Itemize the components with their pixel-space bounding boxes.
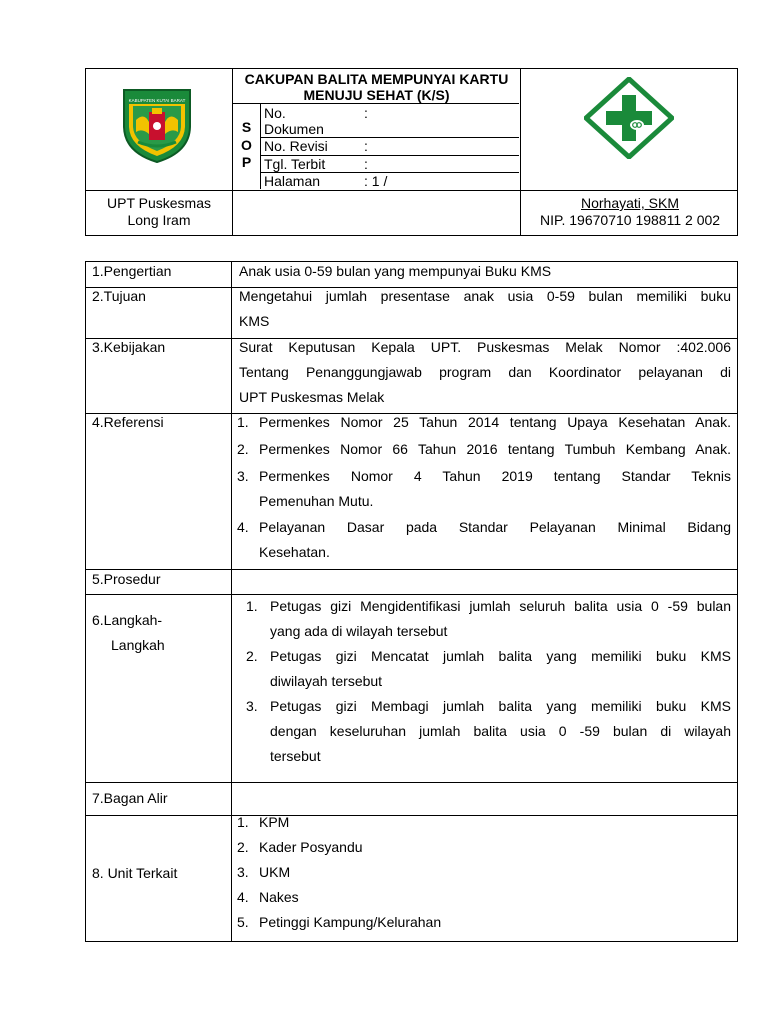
meta-colon: : 1 / — [364, 173, 388, 189]
list-item — [237, 810, 731, 835]
list-number: 5. — [237, 914, 249, 930]
text-line: Petugas gizi Mencatat jumlah balita yang memiliki buku KMS — [270, 648, 731, 664]
label-line: 6.Langkah- — [92, 612, 163, 628]
text-line: Kesehatan. — [259, 544, 330, 560]
list-item — [237, 464, 731, 514]
list-number: 2. — [237, 441, 249, 457]
text-line: Pelayanan Dasar pada Standar Pelayanan Minimal Bidang — [259, 519, 731, 535]
list-item — [237, 835, 731, 860]
meta-label: Halaman — [264, 173, 321, 189]
org-line: UPT Puskesmas — [107, 195, 211, 211]
sop-header-table — [85, 68, 738, 236]
row-label-pengertian: 1.Pengertian — [92, 263, 172, 279]
label-line: Langkah — [111, 637, 165, 653]
tujuan-text — [239, 284, 731, 334]
list-item — [237, 860, 731, 885]
text-line: Surat Keputusan Kepala UPT. Puskesmas Melak Nomor :402.006 — [239, 339, 731, 355]
list-item — [237, 410, 731, 435]
list-item — [237, 437, 731, 462]
sop-letter: P — [241, 154, 252, 170]
row-label-referensi: 4.Referensi — [92, 414, 164, 430]
text-line: Mengetahui jumlah presentase anak usia 0-59 bulan memiliki buku — [239, 288, 731, 304]
row-label-kebijakan: 3.Kebijakan — [92, 339, 166, 355]
meta-label: No. Revisi — [264, 138, 328, 154]
text-line: tersebut — [270, 748, 321, 764]
svg-text:KABUPATEN KUTAI BARAT: KABUPATEN KUTAI BARAT — [128, 98, 186, 103]
list-number: 1. — [246, 598, 258, 614]
pengertian-text: Anak usia 0-59 bulan yang mempunyai Buku KMS — [239, 263, 552, 279]
text-line: Permenkes Nomor 25 Tahun 2014 tentang Upaya Kesehatan Anak. — [259, 414, 731, 430]
organization-name — [100, 195, 218, 229]
meta-label: Tgl. Terbit — [264, 156, 326, 172]
list-text: Kader Posyandu — [259, 839, 363, 855]
text-line: KMS — [239, 313, 270, 329]
list-item — [246, 644, 731, 694]
signer-name: Norhayati, SKM — [580, 195, 680, 211]
list-number: 3. — [237, 468, 249, 484]
list-item — [246, 594, 731, 644]
list-number: 3. — [246, 698, 258, 714]
list-text: Petinggi Kampung/Kelurahan — [259, 914, 442, 930]
kebijakan-text — [239, 335, 731, 410]
unit-terkait-list — [237, 810, 731, 935]
row-label-bagan-alir: 7.Bagan Alir — [92, 790, 168, 806]
row-label-tujuan: 2.Tujuan — [92, 288, 146, 304]
list-text: Nakes — [259, 889, 299, 905]
text-line: yang ada di wilayah tersebut — [270, 623, 448, 639]
list-text: UKM — [259, 864, 291, 880]
meta-colon: : — [364, 138, 368, 154]
text-line: Permenkes Nomor 4 Tahun 2019 tentang Standar Teknis — [259, 468, 731, 484]
text-line: Tentang Penanggungjawab program dan Koordinator pelayanan di — [239, 364, 731, 380]
table-divider — [86, 569, 737, 570]
text-line: UPT Puskesmas Melak — [239, 389, 385, 405]
list-item — [246, 694, 731, 769]
table-divider — [86, 782, 737, 783]
text-line: Permenkes Nomor 66 Tahun 2016 tentang Tumbuh Kembang Anak. — [259, 441, 731, 457]
kemenkes-logo — [584, 77, 674, 159]
list-item — [237, 910, 731, 935]
sop-label — [233, 103, 260, 189]
meta-colon: : — [364, 156, 368, 172]
list-number: 1. — [237, 414, 249, 430]
document-title: CAKUPAN BALITA MEMPUNYAI KARTU MENUJU SEHAT (K/S) — [244, 71, 509, 103]
list-number: 3. — [237, 864, 249, 880]
text-line: dengan keseluruhan jumlah balita usia 0 -59 bulan di wilayah — [270, 723, 731, 739]
text-line: Petugas gizi Membagi jumlah balita yang memiliki buku KMS — [270, 698, 731, 714]
sop-content-table — [85, 261, 738, 942]
row-label-langkah — [92, 608, 165, 658]
list-number: 2. — [246, 648, 258, 664]
row-label-unit-terkait: 8. Unit Terkait — [92, 865, 178, 881]
kutai-barat-logo — [116, 82, 198, 164]
meta-colon: : — [364, 105, 368, 121]
header-divider — [86, 190, 737, 191]
list-item — [237, 885, 731, 910]
text-line: diwilayah tersebut — [270, 673, 383, 689]
langkah-list — [246, 594, 731, 769]
header-divider — [520, 69, 521, 235]
referensi-list — [237, 410, 731, 565]
table-divider — [231, 262, 232, 941]
sop-letter: S — [241, 119, 252, 135]
list-number: 4. — [237, 519, 249, 535]
meta-label: No. — [264, 105, 286, 121]
sop-letter: O — [241, 137, 252, 153]
list-text: KPM — [259, 814, 290, 830]
signer-block — [522, 195, 738, 229]
row-label-prosedur: 5.Prosedur — [92, 571, 161, 587]
signer-nip: NIP. 19670710 198811 2 002 — [539, 212, 721, 228]
text-line: Petugas gizi Mengidentifikasi jumlah seluruh balita usia 0 -59 bulan — [270, 598, 731, 614]
meta-label: Dokumen — [264, 121, 324, 137]
header-divider — [232, 103, 519, 104]
header-divider — [260, 103, 261, 189]
list-number: 4. — [237, 889, 249, 905]
list-item — [237, 515, 731, 565]
text-line: Pemenuhan Mutu. — [259, 493, 374, 509]
list-number: 1. — [237, 814, 249, 830]
list-number: 2. — [237, 839, 249, 855]
org-line: Long Iram — [127, 212, 191, 228]
